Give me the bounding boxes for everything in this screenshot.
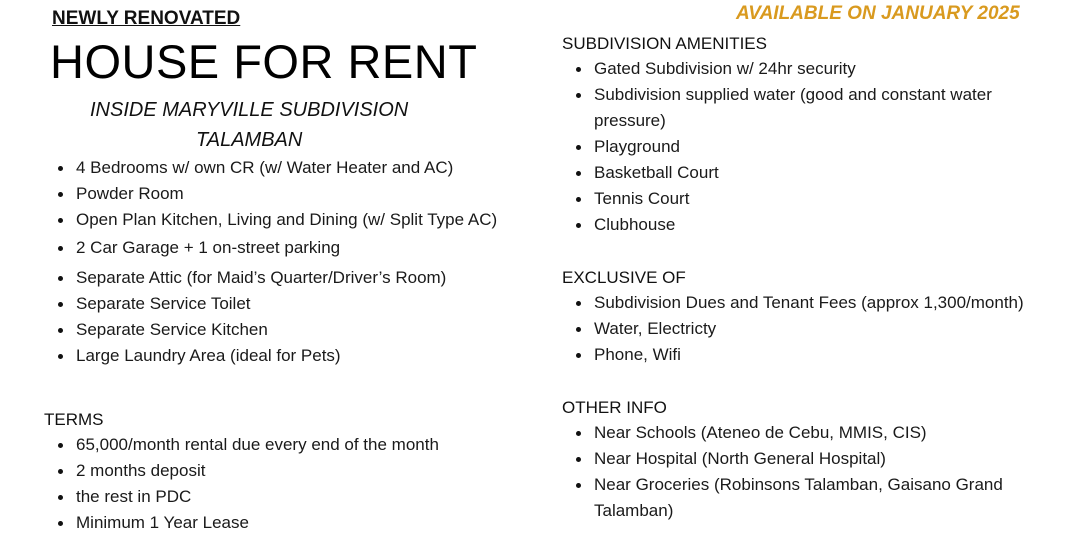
bullet-icon (58, 521, 63, 526)
list-item: Separate Service Kitchen (76, 317, 516, 343)
features-list (76, 155, 516, 369)
bullet-icon (58, 276, 63, 281)
bullet-icon (576, 327, 581, 332)
list-item: Basketball Court (594, 160, 1054, 186)
amenities-list (594, 56, 1054, 238)
bullet-icon (58, 443, 63, 448)
bullet-icon (58, 495, 63, 500)
list-item: 2 months deposit (76, 458, 516, 484)
list-item: 65,000/month rental due every end of the month (76, 432, 516, 458)
listing-tag: NEWLY RENOVATED (52, 8, 241, 29)
location-line-1: INSIDE MARYVILLE SUBDIVISION (90, 99, 409, 121)
list-item: the rest in PDC (76, 484, 516, 510)
list-item: Clubhouse (594, 212, 1054, 238)
bullet-icon (576, 145, 581, 150)
other-info-list (594, 420, 1054, 524)
bullet-icon (58, 469, 63, 474)
bullet-icon (58, 166, 63, 171)
availability-date: AVAILABLE ON JANUARY 2025 (736, 3, 1020, 24)
bullet-icon (58, 192, 63, 197)
list-item: Water, Electricty (594, 316, 1074, 342)
terms-heading: TERMS (44, 410, 104, 429)
bullet-icon (576, 67, 581, 72)
exclusive-list (594, 290, 1074, 368)
list-item: Phone, Wifi (594, 342, 1074, 368)
list-item: Separate Attic (for Maid’s Quarter/Driver’s Room) (76, 265, 516, 291)
bullet-icon (576, 431, 581, 436)
bullet-icon (576, 483, 581, 488)
exclusive-heading: EXCLUSIVE OF (562, 268, 686, 287)
list-item: Powder Room (76, 181, 516, 207)
list-item: 4 Bedrooms w/ own CR (w/ Water Heater and AC) (76, 155, 516, 181)
list-item: Open Plan Kitchen, Living and Dining (w/ Split Type AC) (76, 207, 516, 233)
list-item: Subdivision supplied water (good and constant water pressure) (594, 82, 1054, 134)
bullet-icon (576, 301, 581, 306)
list-item: Near Hospital (North General Hospital) (594, 446, 1054, 472)
list-item: Subdivision Dues and Tenant Fees (approx 1,300/month) (594, 290, 1074, 316)
list-item: Near Groceries (Robinsons Talamban, Gaisano Grand Talamban) (594, 472, 1054, 524)
list-item: Minimum 1 Year Lease (76, 510, 516, 536)
location-line-2: TALAMBAN (196, 129, 303, 151)
list-item: Playground (594, 134, 1054, 160)
bullet-icon (576, 93, 581, 98)
bullet-icon (576, 353, 581, 358)
page-title: HOUSE FOR RENT (50, 35, 478, 88)
list-item: 2 Car Garage + 1 on-street parking (76, 235, 516, 261)
bullet-icon (58, 302, 63, 307)
list-item: Separate Service Toilet (76, 291, 516, 317)
list-item: Tennis Court (594, 186, 1054, 212)
other-info-heading: OTHER INFO (562, 398, 667, 417)
bullet-icon (58, 246, 63, 251)
list-item: Gated Subdivision w/ 24hr security (594, 56, 1054, 82)
bullet-icon (58, 218, 63, 223)
bullet-icon (576, 171, 581, 176)
list-item: Near Schools (Ateneo de Cebu, MMIS, CIS) (594, 420, 1054, 446)
bullet-icon (58, 354, 63, 359)
list-item: Large Laundry Area (ideal for Pets) (76, 343, 516, 369)
bullet-icon (576, 223, 581, 228)
amenities-heading: SUBDIVISION AMENITIES (562, 34, 767, 53)
bullet-icon (576, 457, 581, 462)
bullet-icon (576, 197, 581, 202)
bullet-icon (58, 328, 63, 333)
terms-list (76, 432, 516, 536)
